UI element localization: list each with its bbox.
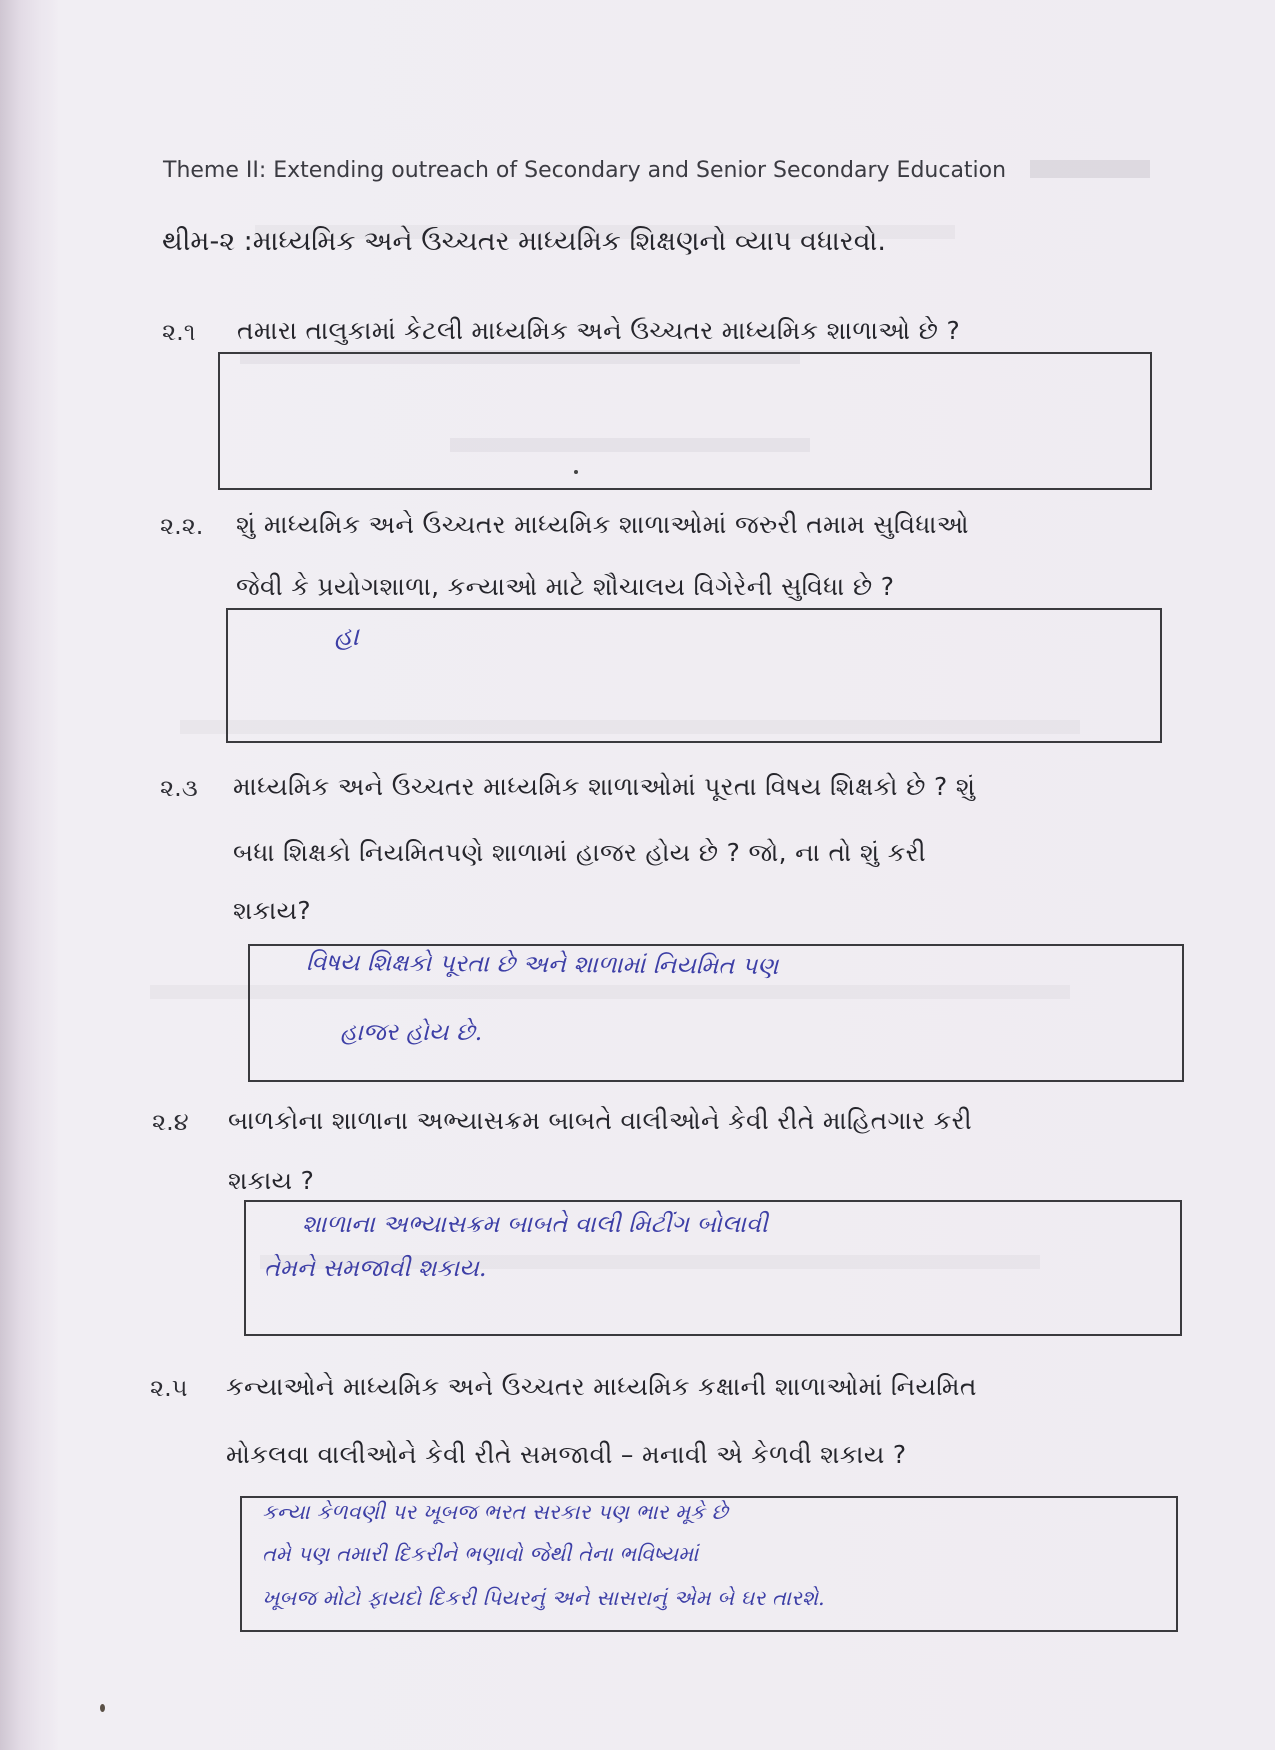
handwritten-answer: હાજર હોય છે.: [340, 1018, 483, 1046]
question-text: મોકલવા વાલીઓને કેવી રીતે સમજાવી – મનાવી એ કેળવી શકાય ?: [226, 1440, 907, 1469]
question-number: ૨.૩: [160, 774, 198, 802]
question-text: કન્યાઓને માધ્યમિક અને ઉચ્ચતર માધ્યમિક કક્ષાની શાળાઓમાં નિયમિત: [226, 1372, 977, 1401]
question-text: શું માધ્યમિક અને ઉચ્ચતર માધ્યમિક શાળાઓમાં જરુરી તમામ સુવિધાઓ: [236, 510, 969, 539]
handwritten-answer: તેમને સમજાવી શકાય.: [264, 1254, 487, 1282]
question-text: માધ્યમિક અને ઉચ્ચતર માધ્યમિક શાળાઓમાં પૂરતા વિષય શિક્ષકો છે ? શું: [233, 772, 976, 801]
question-text: શકાય?: [233, 896, 311, 925]
handwritten-answer: તમે પણ તમારી દિકરીને ભણાવો જેથી તેના ભવિષ્યમાં: [262, 1542, 699, 1566]
handwritten-answer: વિષય શિક્ષકો પૂરતા છે અને શાળામાં નિયમિત પણ: [305, 947, 779, 981]
question-text: બધા શિક્ષકો નિયમિતપણે શાળામાં હાજર હોય છે ? જો, ના તો શું કરી: [233, 838, 926, 867]
ink-speck: [100, 1704, 105, 1712]
theme-heading-gujarati: થીમ-૨ :માધ્યમિક અને ઉચ્ચતર માધ્યમિક શિક્ષણનો વ્યાપ વધારવો.: [162, 226, 886, 257]
question-text: જેવી કે પ્રયોગશાળા, કન્યાઓ માટે શૌચાલય વિગેરેની સુવિધા છે ?: [236, 572, 895, 601]
theme-heading-english: Theme II: Extending outreach of Secondary and Senior Secondary Education: [163, 158, 1007, 183]
question-text: તમારા તાલુકામાં કેટલી માધ્યમિક અને ઉચ્ચતર માધ્યમિક શાળાઓ છે ?: [237, 316, 961, 345]
pen-mark: [574, 470, 578, 474]
answer-box[interactable]: [218, 352, 1152, 490]
page-binding-shadow: [0, 0, 58, 1750]
question-text: બાળકોના શાળાના અભ્યાસક્રમ બાબતે વાલીઓને કેવી રીતે માહિતગાર કરી: [228, 1106, 972, 1135]
question-number: ૨.૨.: [160, 512, 204, 540]
handwritten-answer: શાળાના અભ્યાસક્રમ બાબતે વાલી મિટીંગ બોલાવી: [302, 1210, 768, 1238]
question-number: ૨.૧: [162, 318, 196, 346]
question-number: ૨.૪: [152, 1108, 189, 1136]
question-number: ૨.૫: [150, 1374, 188, 1402]
handwritten-answer: હા: [334, 622, 359, 652]
handwritten-answer: કન્યા કેળવણી પર ખૂબજ ભરત સરકાર પણ ભાર મૂકે છે: [262, 1500, 728, 1524]
handwritten-answer: ખૂબજ મોટો ફાયદો દિકરી પિયરનું અને સાસરાનું એમ બે ઘર તારશે.: [262, 1586, 825, 1610]
answer-box[interactable]: [226, 608, 1162, 743]
question-text: શકાય ?: [228, 1166, 315, 1195]
